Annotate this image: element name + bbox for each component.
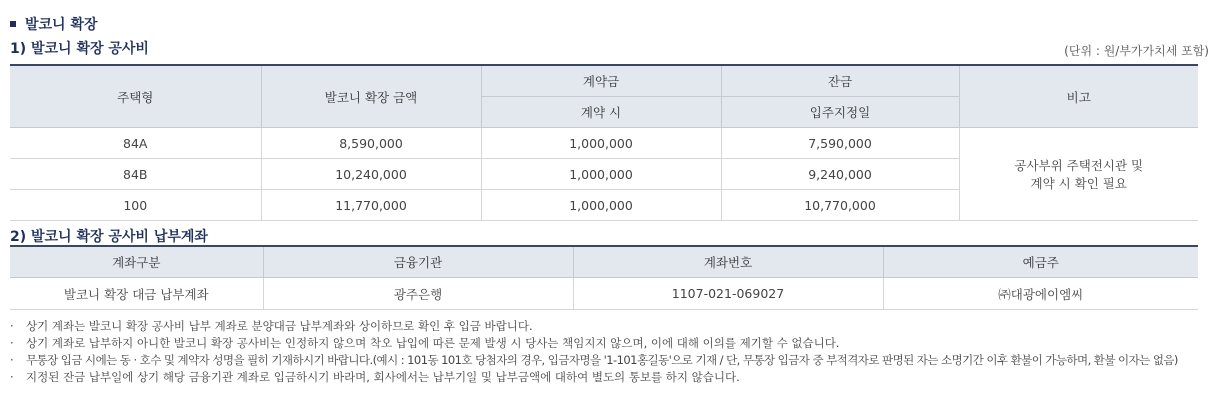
cost-table-title: 1) 발코니 확장 공사비 [10,41,149,57]
header-amount: 발코니 확장 금액 [261,65,481,128]
expansion-cost-table [10,64,1198,221]
header-remarks: 비고 [959,65,1198,128]
header-category: 계좌구분 [10,246,263,278]
cell-balance: 9,240,000 [721,159,959,190]
cell-amount: 10,240,000 [261,159,481,190]
header-deposit-sub: 계약 시 [481,97,721,128]
header-type: 주택형 [10,65,261,128]
header-account: 계좌번호 [573,246,883,278]
note-text: 상기 계좌는 발코니 확장 공사비 납부 계좌로 분양대금 납부계좌와 상이하므로 확인 후 입금 바랍니다. [26,319,533,333]
square-bullet-icon [10,21,16,27]
dot-bullet-icon: · [10,336,14,350]
unit-note: (단위 : 원/부가가치세 포함) [1064,44,1209,58]
cell-type: 84A [10,128,261,159]
list-item [10,335,1178,352]
note-text: 상기 계좌로 납부하지 아니한 발코니 확장 공사비는 인정하지 않으며 착오 납입에 따른 문제 발생 시 당사는 책임지지 않으며, 이에 대해 이의를 제기할 수 없습니다. [26,336,840,350]
cell-deposit: 1,000,000 [481,128,721,159]
list-item [10,352,1178,369]
cell-account: 1107-021-069027 [573,278,883,310]
header-bank: 금융기관 [263,246,573,278]
cell-bank: 광주은행 [263,278,573,310]
header-balance-sub: 입주지정일 [721,97,959,128]
dot-bullet-icon: · [10,353,14,367]
note-text: 무통장 입금 시에는 동 · 호수 및 계약자 성명을 필히 기재하시기 바랍니다.(예시 : 101동 101호 당첨자의 경우, 입금자명을 '1-101홍길동'으로 기재 / 단, 무통장 입금자 중 부적격자로 판명된 자는 소명기간 이후 환불이 가능하며, 환불 이자는 없음) [26,353,1178,367]
note-text: 지정된 잔금 납부일에 상기 해당 금융기관 계좌로 입금하시기 바라며, 회사에서는 납부기일 및 납부금액에 대하여 별도의 통보를 하지 않습니다. [26,370,740,384]
cell-amount: 11,770,000 [261,190,481,221]
table-row [10,128,1198,159]
cell-remarks [959,128,1198,221]
section-title [10,14,98,34]
account-table-title: 2) 발코니 확장 공사비 납부계좌 [10,229,208,245]
cell-type: 84B [10,159,261,190]
cell-deposit: 1,000,000 [481,190,721,221]
remarks-line-1: 공사부위 주택전시관 및 [1014,158,1144,173]
notes-list [10,318,1178,386]
payment-account-table [10,245,1198,310]
header-balance: 잔금 [721,65,959,97]
table-row [10,278,1198,310]
cell-amount: 8,590,000 [261,128,481,159]
list-item [10,369,1178,386]
header-holder: 예금주 [883,246,1198,278]
cell-type: 100 [10,190,261,221]
section-title-text: 발코니 확장 [25,17,98,33]
dot-bullet-icon: · [10,370,14,384]
remarks-line-2: 계약 시 확인 필요 [1030,176,1127,191]
header-deposit: 계약금 [481,65,721,97]
cell-balance: 10,770,000 [721,190,959,221]
cell-deposit: 1,000,000 [481,159,721,190]
cell-holder: ㈜대광에이엠씨 [883,278,1198,310]
dot-bullet-icon: · [10,319,14,333]
cell-balance: 7,590,000 [721,128,959,159]
cell-category: 발코니 확장 대금 납부계좌 [10,278,263,310]
list-item [10,318,1178,335]
